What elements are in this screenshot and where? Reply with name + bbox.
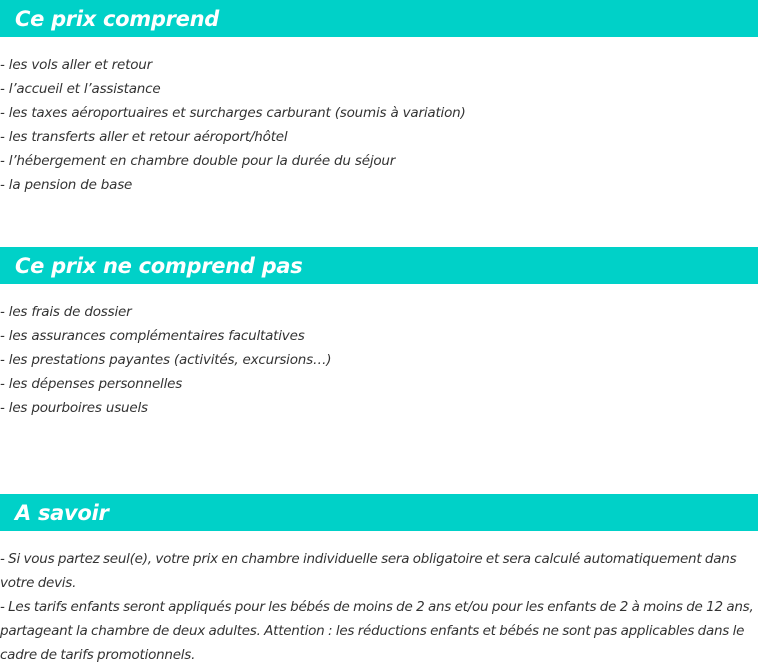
list-item: - les frais de dossier	[0, 304, 132, 320]
good-to-know-text	[0, 547, 758, 667]
info-paragraph: - Si vous partez seul(e), votre prix en chambre individuelle sera obligatoire et sera calculé automatiquement dans votre devis.	[0, 551, 737, 591]
section-title-good-to-know: A savoir	[15, 500, 109, 525]
list-item: - l’hébergement en chambre double pour la durée du séjour	[0, 153, 396, 169]
list-item: - les taxes aéroportuaires et surcharges carburant (soumis à variation)	[0, 105, 466, 121]
not-included-list	[0, 300, 331, 420]
included-list	[0, 53, 466, 197]
list-item: - les assurances complémentaires facultatives	[0, 328, 305, 344]
section-title-included: Ce prix comprend	[15, 6, 219, 31]
list-item: - les transferts aller et retour aéroport/hôtel	[0, 129, 288, 145]
section-title-not-included: Ce prix ne comprend pas	[15, 253, 303, 278]
info-paragraph: - Les tarifs enfants seront appliqués pour les bébés de moins de 2 ans et/ou pour les enfants de 2 à moins de 12 ans, partageant la chambre de deux adultes. Attention : les réductions enfants et bébés ne sont pas applicables dans le cadre de tarifs promotionnels.	[0, 599, 754, 663]
list-item: - les vols aller et retour	[0, 57, 152, 73]
list-item: - l’accueil et l’assistance	[0, 81, 161, 97]
section-header-included	[0, 0, 758, 37]
list-item: - les dépenses personnelles	[0, 376, 183, 392]
section-header-good-to-know	[0, 494, 758, 531]
list-item: - la pension de base	[0, 177, 133, 193]
list-item: - les pourboires usuels	[0, 400, 148, 416]
list-item: - les prestations payantes (activités, excursions…)	[0, 352, 332, 368]
section-header-not-included	[0, 247, 758, 284]
